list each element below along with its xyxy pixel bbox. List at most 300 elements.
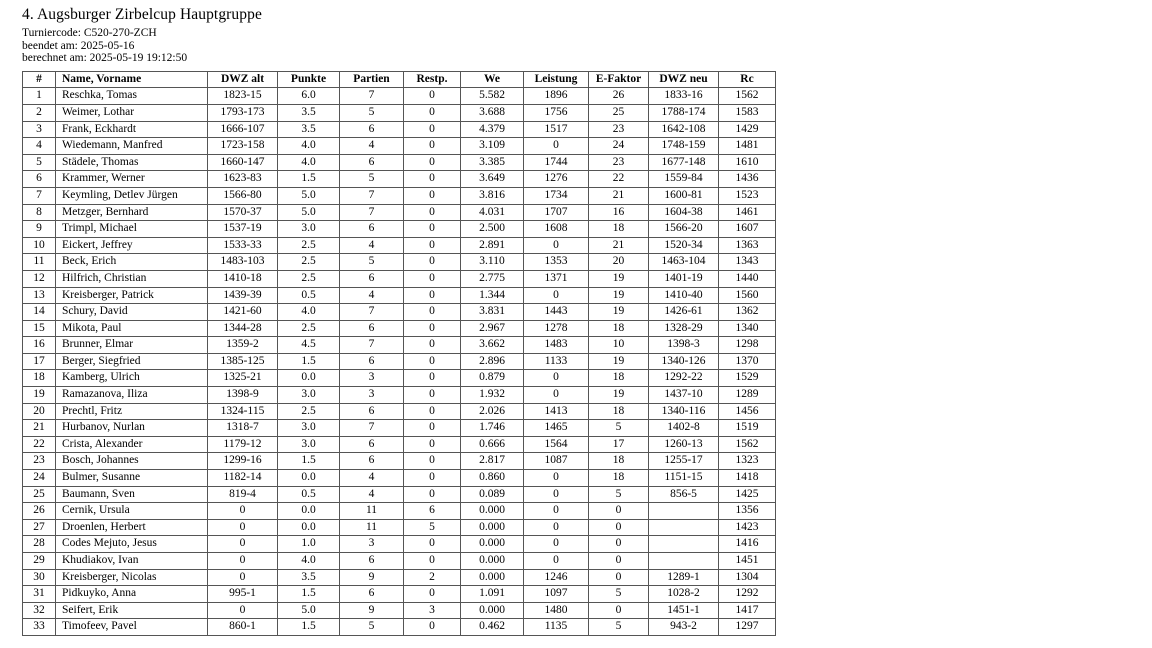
cell-dwz-alt: 0 bbox=[208, 536, 278, 553]
cell-we: 2.775 bbox=[461, 270, 524, 287]
cell-rc: 1610 bbox=[719, 154, 776, 171]
cell-rc: 1343 bbox=[719, 254, 776, 271]
cell-dwz-neu: 1426-61 bbox=[649, 304, 719, 321]
cell-restp: 3 bbox=[404, 602, 461, 619]
cell-name: Berger, Siegfried bbox=[56, 353, 208, 370]
cell-rank: 6 bbox=[23, 171, 56, 188]
cell-punkte: 4.0 bbox=[278, 138, 340, 155]
cell-leistung: 1276 bbox=[524, 171, 589, 188]
tournament-meta bbox=[22, 27, 1152, 65]
cell-leistung: 1517 bbox=[524, 121, 589, 138]
cell-rank: 18 bbox=[23, 370, 56, 387]
cell-e-faktor: 0 bbox=[589, 569, 649, 586]
cell-dwz-alt: 1421-60 bbox=[208, 304, 278, 321]
cell-partien: 4 bbox=[340, 138, 404, 155]
table-row bbox=[23, 353, 776, 370]
cell-leistung: 1896 bbox=[524, 88, 589, 105]
cell-leistung: 1443 bbox=[524, 304, 589, 321]
cell-dwz-neu: 1401-19 bbox=[649, 270, 719, 287]
cell-leistung: 0 bbox=[524, 370, 589, 387]
cell-rank: 31 bbox=[23, 586, 56, 603]
cell-dwz-alt: 1793-173 bbox=[208, 104, 278, 121]
cell-punkte: 1.5 bbox=[278, 586, 340, 603]
cell-rank: 19 bbox=[23, 387, 56, 404]
cell-e-faktor: 18 bbox=[589, 453, 649, 470]
cell-dwz-neu: 1520-34 bbox=[649, 237, 719, 254]
cell-name: Krammer, Werner bbox=[56, 171, 208, 188]
cell-partien: 6 bbox=[340, 453, 404, 470]
table-row bbox=[23, 536, 776, 553]
cell-punkte: 5.0 bbox=[278, 187, 340, 204]
cell-restp: 0 bbox=[404, 370, 461, 387]
cell-leistung: 0 bbox=[524, 503, 589, 520]
cell-e-faktor: 24 bbox=[589, 138, 649, 155]
cell-e-faktor: 5 bbox=[589, 586, 649, 603]
cell-rank: 29 bbox=[23, 553, 56, 570]
cell-we: 2.967 bbox=[461, 320, 524, 337]
cell-rank: 14 bbox=[23, 304, 56, 321]
cell-rank: 11 bbox=[23, 254, 56, 271]
cell-dwz-neu: 1566-20 bbox=[649, 221, 719, 238]
cell-rc: 1523 bbox=[719, 187, 776, 204]
cell-restp: 0 bbox=[404, 486, 461, 503]
cell-dwz-neu: 1410-40 bbox=[649, 287, 719, 304]
cell-dwz-alt: 1666-107 bbox=[208, 121, 278, 138]
cell-partien: 4 bbox=[340, 237, 404, 254]
cell-punkte: 1.5 bbox=[278, 619, 340, 636]
cell-name: Droenlen, Herbert bbox=[56, 519, 208, 536]
table-row bbox=[23, 553, 776, 570]
cell-dwz-alt: 0 bbox=[208, 602, 278, 619]
cell-rank: 9 bbox=[23, 221, 56, 238]
table-row bbox=[23, 569, 776, 586]
cell-leistung: 1413 bbox=[524, 403, 589, 420]
cell-restp: 0 bbox=[404, 254, 461, 271]
cell-e-faktor: 20 bbox=[589, 254, 649, 271]
cell-restp: 5 bbox=[404, 519, 461, 536]
cell-punkte: 4.5 bbox=[278, 337, 340, 354]
cell-name: Khudiakov, Ivan bbox=[56, 553, 208, 570]
cell-restp: 0 bbox=[404, 287, 461, 304]
cell-we: 1.344 bbox=[461, 287, 524, 304]
cell-punkte: 3.0 bbox=[278, 420, 340, 437]
cell-dwz-alt: 1823-15 bbox=[208, 88, 278, 105]
cell-e-faktor: 18 bbox=[589, 221, 649, 238]
cell-name: Schury, David bbox=[56, 304, 208, 321]
cell-rank: 3 bbox=[23, 121, 56, 138]
cell-leistung: 1483 bbox=[524, 337, 589, 354]
table-row bbox=[23, 453, 776, 470]
cell-restp: 0 bbox=[404, 270, 461, 287]
cell-dwz-alt: 1410-18 bbox=[208, 270, 278, 287]
cell-rc: 1423 bbox=[719, 519, 776, 536]
cell-leistung: 0 bbox=[524, 138, 589, 155]
cell-dwz-neu: 1604-38 bbox=[649, 204, 719, 221]
cell-leistung: 1465 bbox=[524, 420, 589, 437]
cell-rc: 1456 bbox=[719, 403, 776, 420]
cell-rc: 1289 bbox=[719, 387, 776, 404]
cell-partien: 6 bbox=[340, 121, 404, 138]
cell-punkte: 6.0 bbox=[278, 88, 340, 105]
cell-rank: 25 bbox=[23, 486, 56, 503]
cell-punkte: 3.5 bbox=[278, 121, 340, 138]
cell-rc: 1519 bbox=[719, 420, 776, 437]
cell-dwz-neu: 1451-1 bbox=[649, 602, 719, 619]
cell-punkte: 5.0 bbox=[278, 602, 340, 619]
cell-leistung: 1734 bbox=[524, 187, 589, 204]
cell-name: Eickert, Jeffrey bbox=[56, 237, 208, 254]
cell-leistung: 0 bbox=[524, 470, 589, 487]
cell-e-faktor: 16 bbox=[589, 204, 649, 221]
cell-we: 0.000 bbox=[461, 553, 524, 570]
cell-dwz-neu: 1788-174 bbox=[649, 104, 719, 121]
cell-punkte: 3.0 bbox=[278, 436, 340, 453]
cell-name: Cernik, Ursula bbox=[56, 503, 208, 520]
table-row bbox=[23, 138, 776, 155]
column-header-dwz-neu: DWZ neu bbox=[649, 71, 719, 88]
cell-rc: 1607 bbox=[719, 221, 776, 238]
cell-we: 0.000 bbox=[461, 569, 524, 586]
cell-we: 0.860 bbox=[461, 470, 524, 487]
cell-punkte: 2.5 bbox=[278, 403, 340, 420]
cell-dwz-alt: 1179-12 bbox=[208, 436, 278, 453]
cell-e-faktor: 0 bbox=[589, 519, 649, 536]
cell-partien: 6 bbox=[340, 353, 404, 370]
cell-dwz-alt: 1537-19 bbox=[208, 221, 278, 238]
cell-e-faktor: 5 bbox=[589, 486, 649, 503]
cell-rc: 1529 bbox=[719, 370, 776, 387]
cell-partien: 9 bbox=[340, 569, 404, 586]
cell-partien: 5 bbox=[340, 104, 404, 121]
table-row bbox=[23, 121, 776, 138]
cell-we: 3.385 bbox=[461, 154, 524, 171]
cell-we: 0.879 bbox=[461, 370, 524, 387]
cell-dwz-neu bbox=[649, 519, 719, 536]
cell-dwz-neu: 856-5 bbox=[649, 486, 719, 503]
cell-leistung: 1087 bbox=[524, 453, 589, 470]
cell-rank: 12 bbox=[23, 270, 56, 287]
cell-rank: 32 bbox=[23, 602, 56, 619]
cell-name: Wiedemann, Manfred bbox=[56, 138, 208, 155]
table-row bbox=[23, 221, 776, 238]
cell-we: 3.688 bbox=[461, 104, 524, 121]
cell-we: 2.891 bbox=[461, 237, 524, 254]
cell-dwz-alt: 1623-83 bbox=[208, 171, 278, 188]
cell-rank: 27 bbox=[23, 519, 56, 536]
cell-punkte: 2.5 bbox=[278, 254, 340, 271]
cell-e-faktor: 23 bbox=[589, 121, 649, 138]
cell-punkte: 4.0 bbox=[278, 154, 340, 171]
cell-name: Bosch, Johannes bbox=[56, 453, 208, 470]
cell-name: Kamberg, Ulrich bbox=[56, 370, 208, 387]
cell-dwz-neu: 1463-104 bbox=[649, 254, 719, 271]
table-row bbox=[23, 387, 776, 404]
cell-rc: 1292 bbox=[719, 586, 776, 603]
cell-restp: 0 bbox=[404, 436, 461, 453]
page-title: 4. Augsburger Zirbelcup Hauptgruppe bbox=[22, 6, 262, 23]
table-row bbox=[23, 270, 776, 287]
cell-we: 0.000 bbox=[461, 519, 524, 536]
cell-leistung: 0 bbox=[524, 387, 589, 404]
cell-leistung: 0 bbox=[524, 287, 589, 304]
cell-punkte: 1.5 bbox=[278, 353, 340, 370]
cell-dwz-alt: 1439-39 bbox=[208, 287, 278, 304]
cell-restp: 0 bbox=[404, 237, 461, 254]
cell-e-faktor: 5 bbox=[589, 420, 649, 437]
table-row bbox=[23, 320, 776, 337]
standings-table bbox=[22, 71, 776, 636]
cell-rank: 20 bbox=[23, 403, 56, 420]
cell-partien: 7 bbox=[340, 187, 404, 204]
table-row bbox=[23, 88, 776, 105]
table-row bbox=[23, 204, 776, 221]
cell-e-faktor: 25 bbox=[589, 104, 649, 121]
cell-name: Kreisberger, Nicolas bbox=[56, 569, 208, 586]
cell-leistung: 0 bbox=[524, 553, 589, 570]
cell-punkte: 2.5 bbox=[278, 270, 340, 287]
cell-punkte: 4.0 bbox=[278, 304, 340, 321]
cell-we: 0.000 bbox=[461, 602, 524, 619]
cell-we: 4.379 bbox=[461, 121, 524, 138]
cell-name: Codes Mejuto, Jesus bbox=[56, 536, 208, 553]
cell-punkte: 0.5 bbox=[278, 287, 340, 304]
cell-punkte: 1.0 bbox=[278, 536, 340, 553]
cell-e-faktor: 22 bbox=[589, 171, 649, 188]
cell-partien: 11 bbox=[340, 519, 404, 536]
cell-rank: 2 bbox=[23, 104, 56, 121]
cell-restp: 0 bbox=[404, 453, 461, 470]
cell-e-faktor: 19 bbox=[589, 353, 649, 370]
cell-dwz-alt: 0 bbox=[208, 519, 278, 536]
cell-dwz-alt: 995-1 bbox=[208, 586, 278, 603]
cell-name: Weimer, Lothar bbox=[56, 104, 208, 121]
cell-we: 0.000 bbox=[461, 536, 524, 553]
cell-e-faktor: 0 bbox=[589, 602, 649, 619]
cell-e-faktor: 10 bbox=[589, 337, 649, 354]
cell-e-faktor: 0 bbox=[589, 503, 649, 520]
cell-dwz-neu: 1748-159 bbox=[649, 138, 719, 155]
cell-dwz-alt: 860-1 bbox=[208, 619, 278, 636]
table-row bbox=[23, 187, 776, 204]
cell-rc: 1562 bbox=[719, 88, 776, 105]
cell-dwz-alt: 0 bbox=[208, 569, 278, 586]
cell-partien: 6 bbox=[340, 320, 404, 337]
table-row bbox=[23, 287, 776, 304]
cell-leistung: 0 bbox=[524, 237, 589, 254]
column-header-e-faktor: E-Faktor bbox=[589, 71, 649, 88]
cell-restp: 0 bbox=[404, 470, 461, 487]
column-header-partien: Partien bbox=[340, 71, 404, 88]
cell-e-faktor: 21 bbox=[589, 187, 649, 204]
cell-rank: 5 bbox=[23, 154, 56, 171]
cell-rc: 1297 bbox=[719, 619, 776, 636]
cell-restp: 0 bbox=[404, 536, 461, 553]
cell-name: Crista, Alexander bbox=[56, 436, 208, 453]
cell-e-faktor: 21 bbox=[589, 237, 649, 254]
cell-rank: 21 bbox=[23, 420, 56, 437]
cell-e-faktor: 0 bbox=[589, 553, 649, 570]
cell-punkte: 0.0 bbox=[278, 370, 340, 387]
cell-leistung: 1707 bbox=[524, 204, 589, 221]
cell-punkte: 4.0 bbox=[278, 553, 340, 570]
table-row bbox=[23, 586, 776, 603]
column-header-name: Name, Vorname bbox=[56, 71, 208, 88]
cell-rank: 4 bbox=[23, 138, 56, 155]
cell-restp: 0 bbox=[404, 320, 461, 337]
cell-name: Ramazanova, Iliza bbox=[56, 387, 208, 404]
cell-partien: 6 bbox=[340, 403, 404, 420]
cell-partien: 4 bbox=[340, 470, 404, 487]
cell-name: Städele, Thomas bbox=[56, 154, 208, 171]
cell-e-faktor: 19 bbox=[589, 387, 649, 404]
cell-dwz-neu bbox=[649, 503, 719, 520]
cell-restp: 0 bbox=[404, 88, 461, 105]
cell-dwz-neu: 1260-13 bbox=[649, 436, 719, 453]
cell-rc: 1417 bbox=[719, 602, 776, 619]
cell-name: Seifert, Erik bbox=[56, 602, 208, 619]
column-header-punkte: Punkte bbox=[278, 71, 340, 88]
cell-name: Hurbanov, Nurlan bbox=[56, 420, 208, 437]
cell-dwz-neu: 1437-10 bbox=[649, 387, 719, 404]
table-row bbox=[23, 304, 776, 321]
cell-rc: 1370 bbox=[719, 353, 776, 370]
cell-restp: 0 bbox=[404, 553, 461, 570]
cell-restp: 0 bbox=[404, 154, 461, 171]
cell-dwz-alt: 1325-21 bbox=[208, 370, 278, 387]
table-row bbox=[23, 337, 776, 354]
cell-we: 3.831 bbox=[461, 304, 524, 321]
cell-partien: 7 bbox=[340, 420, 404, 437]
cell-dwz-neu: 1559-84 bbox=[649, 171, 719, 188]
cell-dwz-neu: 1642-108 bbox=[649, 121, 719, 138]
cell-rank: 24 bbox=[23, 470, 56, 487]
cell-e-faktor: 0 bbox=[589, 536, 649, 553]
cell-rank: 28 bbox=[23, 536, 56, 553]
cell-dwz-neu: 1028-2 bbox=[649, 586, 719, 603]
cell-restp: 0 bbox=[404, 353, 461, 370]
cell-restp: 0 bbox=[404, 586, 461, 603]
cell-we: 0.089 bbox=[461, 486, 524, 503]
cell-dwz-neu: 1340-126 bbox=[649, 353, 719, 370]
cell-leistung: 1608 bbox=[524, 221, 589, 238]
cell-we: 1.746 bbox=[461, 420, 524, 437]
cell-dwz-neu: 1292-22 bbox=[649, 370, 719, 387]
cell-rank: 23 bbox=[23, 453, 56, 470]
cell-we: 2.817 bbox=[461, 453, 524, 470]
cell-e-faktor: 19 bbox=[589, 287, 649, 304]
cell-rank: 1 bbox=[23, 88, 56, 105]
cell-we: 0.000 bbox=[461, 503, 524, 520]
cell-punkte: 3.0 bbox=[278, 221, 340, 238]
cell-rank: 22 bbox=[23, 436, 56, 453]
cell-partien: 7 bbox=[340, 88, 404, 105]
cell-rc: 1362 bbox=[719, 304, 776, 321]
cell-rc: 1323 bbox=[719, 453, 776, 470]
table-row bbox=[23, 436, 776, 453]
cell-dwz-alt: 1385-125 bbox=[208, 353, 278, 370]
cell-e-faktor: 18 bbox=[589, 403, 649, 420]
cell-punkte: 3.5 bbox=[278, 569, 340, 586]
cell-partien: 7 bbox=[340, 204, 404, 221]
cell-punkte: 2.5 bbox=[278, 320, 340, 337]
cell-we: 0.462 bbox=[461, 619, 524, 636]
cell-partien: 3 bbox=[340, 370, 404, 387]
cell-rank: 15 bbox=[23, 320, 56, 337]
cell-leistung: 1371 bbox=[524, 270, 589, 287]
cell-restp: 6 bbox=[404, 503, 461, 520]
cell-leistung: 0 bbox=[524, 486, 589, 503]
cell-name: Brunner, Elmar bbox=[56, 337, 208, 354]
cell-rc: 1429 bbox=[719, 121, 776, 138]
cell-restp: 0 bbox=[404, 121, 461, 138]
table-row bbox=[23, 254, 776, 271]
cell-dwz-neu: 1600-81 bbox=[649, 187, 719, 204]
table-row bbox=[23, 171, 776, 188]
cell-name: Pidkuyko, Anna bbox=[56, 586, 208, 603]
cell-partien: 6 bbox=[340, 270, 404, 287]
cell-partien: 3 bbox=[340, 536, 404, 553]
cell-partien: 7 bbox=[340, 304, 404, 321]
cell-rc: 1562 bbox=[719, 436, 776, 453]
cell-rc: 1416 bbox=[719, 536, 776, 553]
cell-we: 3.109 bbox=[461, 138, 524, 155]
cell-rc: 1304 bbox=[719, 569, 776, 586]
cell-dwz-neu: 1289-1 bbox=[649, 569, 719, 586]
cell-dwz-alt: 819-4 bbox=[208, 486, 278, 503]
cell-dwz-alt: 0 bbox=[208, 553, 278, 570]
cell-dwz-alt: 0 bbox=[208, 503, 278, 520]
cell-restp: 0 bbox=[404, 104, 461, 121]
cell-dwz-neu: 943-2 bbox=[649, 619, 719, 636]
cell-rank: 7 bbox=[23, 187, 56, 204]
column-header-dwz-alt: DWZ alt bbox=[208, 71, 278, 88]
cell-rc: 1461 bbox=[719, 204, 776, 221]
cell-punkte: 0.5 bbox=[278, 486, 340, 503]
cell-partien: 7 bbox=[340, 337, 404, 354]
cell-leistung: 1278 bbox=[524, 320, 589, 337]
cell-rc: 1356 bbox=[719, 503, 776, 520]
cell-punkte: 0.0 bbox=[278, 519, 340, 536]
cell-partien: 5 bbox=[340, 619, 404, 636]
cell-partien: 6 bbox=[340, 154, 404, 171]
cell-name: Hilfrich, Christian bbox=[56, 270, 208, 287]
cell-e-faktor: 5 bbox=[589, 619, 649, 636]
table-row bbox=[23, 470, 776, 487]
cell-we: 2.500 bbox=[461, 221, 524, 238]
cell-partien: 4 bbox=[340, 486, 404, 503]
cell-restp: 0 bbox=[404, 420, 461, 437]
cell-we: 2.896 bbox=[461, 353, 524, 370]
cell-e-faktor: 23 bbox=[589, 154, 649, 171]
table-row bbox=[23, 370, 776, 387]
table-row bbox=[23, 486, 776, 503]
cell-partien: 5 bbox=[340, 171, 404, 188]
cell-leistung: 1246 bbox=[524, 569, 589, 586]
cell-leistung: 1744 bbox=[524, 154, 589, 171]
cell-rc: 1583 bbox=[719, 104, 776, 121]
cell-dwz-neu bbox=[649, 536, 719, 553]
cell-rc: 1425 bbox=[719, 486, 776, 503]
cell-e-faktor: 18 bbox=[589, 470, 649, 487]
cell-leistung: 1564 bbox=[524, 436, 589, 453]
cell-name: Baumann, Sven bbox=[56, 486, 208, 503]
cell-e-faktor: 26 bbox=[589, 88, 649, 105]
cell-name: Beck, Erich bbox=[56, 254, 208, 271]
cell-partien: 11 bbox=[340, 503, 404, 520]
cell-e-faktor: 18 bbox=[589, 370, 649, 387]
cell-dwz-neu: 1255-17 bbox=[649, 453, 719, 470]
cell-we: 4.031 bbox=[461, 204, 524, 221]
